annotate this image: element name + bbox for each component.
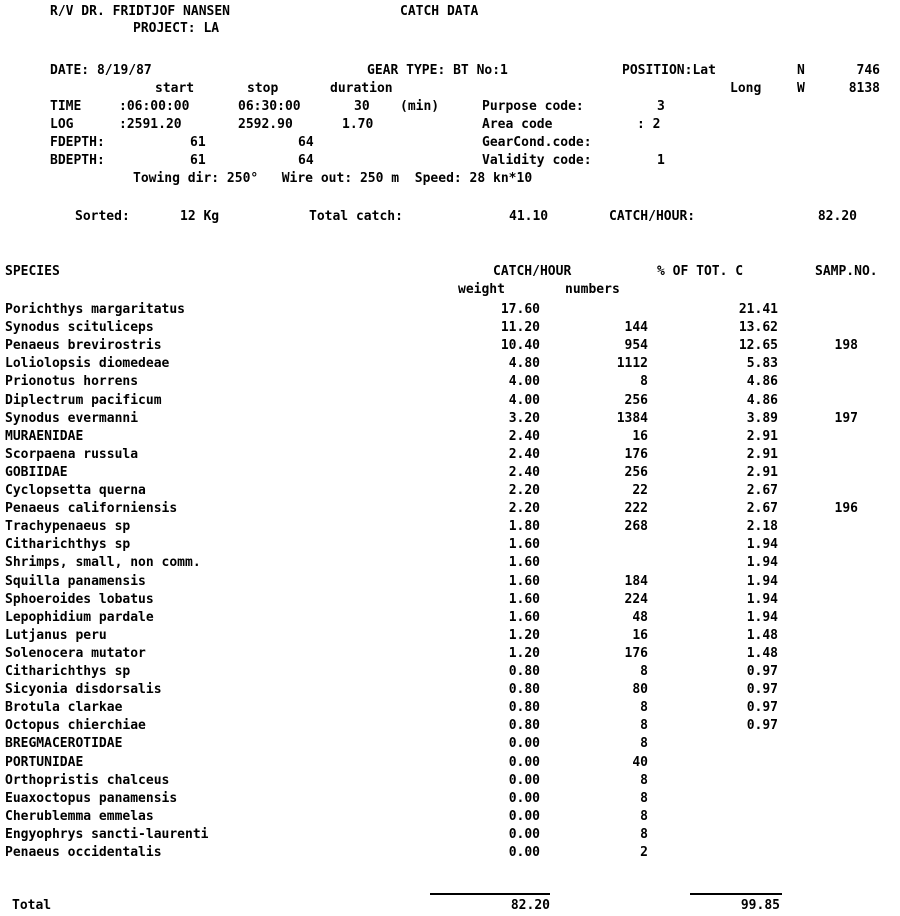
long-label: Long xyxy=(730,81,762,96)
area-code-label: Area code xyxy=(482,117,553,132)
species-name: BREGMACEROTIDAE xyxy=(5,736,123,751)
numbers-cell: 80 xyxy=(632,682,648,697)
weight-cell: 0.80 xyxy=(508,700,540,715)
weight-cell: 1.80 xyxy=(508,519,540,534)
numbers-cell: 8 xyxy=(640,700,648,715)
weight-cell: 0.00 xyxy=(508,736,540,751)
weight-cell: 0.00 xyxy=(508,755,540,770)
weight-cell: 2.20 xyxy=(508,483,540,498)
species-name: Citharichthys sp xyxy=(5,664,131,679)
percent-cell: 1.94 xyxy=(746,555,778,570)
sample-number-cell: 198 xyxy=(834,338,858,353)
date-field: DATE: 8/19/87 xyxy=(50,63,152,78)
species-name: Orthopristis chalceus xyxy=(5,773,170,788)
species-name: Prionotus horrens xyxy=(5,374,139,389)
percent-cell: 2.91 xyxy=(746,465,778,480)
species-name: PORTUNIDAE xyxy=(5,755,84,770)
percent-cell: 12.65 xyxy=(738,338,778,353)
numbers-cell: 8 xyxy=(640,791,648,806)
bdepth-start: 61 xyxy=(190,153,206,168)
percent-cell: 1.94 xyxy=(746,537,778,552)
species-name: Penaeus occidentalis xyxy=(5,845,162,860)
total-catch-value: 41.10 xyxy=(509,209,549,224)
fdepth-stop: 64 xyxy=(298,135,314,150)
numbers-cell: 1384 xyxy=(616,411,648,426)
log-stop: 2592.90 xyxy=(238,117,293,132)
time-label: TIME xyxy=(50,99,82,114)
position-label: POSITION:Lat xyxy=(622,63,716,78)
weight-cell: 1.60 xyxy=(508,592,540,607)
area-code-value: : 2 xyxy=(637,117,661,132)
species-name: Synodus scituliceps xyxy=(5,320,154,335)
numbers-cell: 2 xyxy=(640,845,648,860)
gearcond-code-label: GearCond.code: xyxy=(482,135,592,150)
percent-cell: 2.91 xyxy=(746,429,778,444)
numbers-cell: 144 xyxy=(624,320,648,335)
percent-cell: 0.97 xyxy=(746,718,778,733)
percent-cell: 13.62 xyxy=(738,320,778,335)
purpose-code-label: Purpose code: xyxy=(482,99,584,114)
weight-cell: 11.20 xyxy=(500,320,540,335)
weight-cell: 0.00 xyxy=(508,827,540,842)
species-name: Synodus evermanni xyxy=(5,411,139,426)
weight-cell: 0.80 xyxy=(508,718,540,733)
weight-cell: 0.80 xyxy=(508,664,540,679)
numbers-cell: 48 xyxy=(632,610,648,625)
species-name: Cyclopsetta querna xyxy=(5,483,146,498)
weight-subheader: weight xyxy=(458,282,505,297)
catch-per-hour-label: CATCH/HOUR: xyxy=(609,209,696,224)
numbers-cell: 8 xyxy=(640,809,648,824)
species-name: Loliolopsis diomedeae xyxy=(5,356,170,371)
numbers-subheader: numbers xyxy=(565,282,620,297)
numbers-cell: 268 xyxy=(624,519,648,534)
species-name: Trachypenaeus sp xyxy=(5,519,131,534)
weight-cell: 0.00 xyxy=(508,791,540,806)
weight-cell: 1.60 xyxy=(508,537,540,552)
long-direction: W xyxy=(797,81,805,96)
species-name: Solenocera mutator xyxy=(5,646,146,661)
percent-cell: 1.48 xyxy=(746,628,778,643)
percent-cell: 1.48 xyxy=(746,646,778,661)
numbers-cell: 256 xyxy=(624,465,648,480)
numbers-cell: 16 xyxy=(632,429,648,444)
species-name: Citharichthys sp xyxy=(5,537,131,552)
lat-value: 746 xyxy=(856,63,880,78)
percent-cell: 1.94 xyxy=(746,592,778,607)
numbers-cell: 8 xyxy=(640,773,648,788)
weight-cell: 0.00 xyxy=(508,773,540,788)
weight-cell: 10.40 xyxy=(500,338,540,353)
numbers-cell: 8 xyxy=(640,664,648,679)
percent-cell: 4.86 xyxy=(746,374,778,389)
weight-cell: 0.00 xyxy=(508,809,540,824)
purpose-code-value: 3 xyxy=(657,99,665,114)
col-start-header: start xyxy=(155,81,195,96)
species-name: Sicyonia disdorsalis xyxy=(5,682,162,697)
species-name: Lutjanus peru xyxy=(5,628,107,643)
percent-cell: 4.86 xyxy=(746,393,778,408)
numbers-cell: 224 xyxy=(624,592,648,607)
numbers-cell: 184 xyxy=(624,574,648,589)
percent-cell: 2.18 xyxy=(746,519,778,534)
numbers-cell: 222 xyxy=(624,501,648,516)
percent-cell: 2.67 xyxy=(746,501,778,516)
weight-cell: 4.00 xyxy=(508,374,540,389)
species-name: Sphoeroides lobatus xyxy=(5,592,154,607)
weight-cell: 17.60 xyxy=(500,302,540,317)
species-name: Diplectrum pacificum xyxy=(5,393,162,408)
weight-cell: 1.60 xyxy=(508,610,540,625)
col-stop-header: stop xyxy=(247,81,279,96)
weight-cell: 3.20 xyxy=(508,411,540,426)
species-name: Octopus chierchiae xyxy=(5,718,146,733)
bdepth-stop: 64 xyxy=(298,153,314,168)
species-name: Scorpaena russula xyxy=(5,447,139,462)
species-name: Lepophidium pardale xyxy=(5,610,154,625)
sample-number-header: SAMP.NO. xyxy=(815,264,878,279)
species-name: Squilla panamensis xyxy=(5,574,146,589)
project-label: PROJECT: LA xyxy=(133,21,220,36)
catch-per-hour-header: CATCH/HOUR xyxy=(493,264,572,279)
species-column-header: SPECIES xyxy=(5,264,60,279)
long-value: 8138 xyxy=(848,81,880,96)
catch-per-hour-value: 82.20 xyxy=(817,209,857,224)
numbers-cell: 8 xyxy=(640,736,648,751)
fdepth-label: FDEPTH: xyxy=(50,135,105,150)
document-title: CATCH DATA xyxy=(400,4,479,19)
time-duration: 30 xyxy=(354,99,370,114)
total-catch-label: Total catch: xyxy=(309,209,403,224)
numbers-cell: 8 xyxy=(640,827,648,842)
sample-number-cell: 196 xyxy=(834,501,858,516)
bdepth-label: BDEPTH: xyxy=(50,153,105,168)
weight-cell: 4.80 xyxy=(508,356,540,371)
numbers-cell: 1112 xyxy=(616,356,648,371)
log-label: LOG xyxy=(50,117,74,132)
weight-cell: 1.60 xyxy=(508,574,540,589)
percent-total-rule xyxy=(690,893,782,895)
vessel-name: R/V DR. FRIDTJOF NANSEN xyxy=(50,4,231,19)
numbers-cell: 8 xyxy=(640,718,648,733)
col-duration-header: duration xyxy=(330,81,393,96)
validity-code-label: Validity code: xyxy=(482,153,592,168)
weight-cell: 0.00 xyxy=(508,845,540,860)
numbers-cell: 256 xyxy=(624,393,648,408)
weight-cell: 2.20 xyxy=(508,501,540,516)
lat-direction: N xyxy=(797,63,805,78)
percent-cell: 0.97 xyxy=(746,682,778,697)
log-start: :2591.20 xyxy=(119,117,182,132)
total-weight: 82.20 xyxy=(510,898,550,913)
time-start: :06:00:00 xyxy=(119,99,190,114)
gear-type: GEAR TYPE: BT No:1 xyxy=(367,63,508,78)
numbers-cell: 176 xyxy=(624,447,648,462)
species-name: MURAENIDAE xyxy=(5,429,84,444)
validity-code-value: 1 xyxy=(657,153,665,168)
species-name: Penaeus californiensis xyxy=(5,501,178,516)
species-name: Cherublemma emmelas xyxy=(5,809,154,824)
species-name: Brotula clarkae xyxy=(5,700,123,715)
weight-cell: 1.20 xyxy=(508,646,540,661)
species-name: Engyophrys sancti-laurenti xyxy=(5,827,209,842)
time-unit: (min) xyxy=(400,99,440,114)
fdepth-start: 61 xyxy=(190,135,206,150)
species-name: Penaeus brevirostris xyxy=(5,338,162,353)
species-name: Porichthys margaritatus xyxy=(5,302,186,317)
total-label: Total xyxy=(12,898,52,913)
numbers-cell: 22 xyxy=(632,483,648,498)
weight-cell: 2.40 xyxy=(508,447,540,462)
towing-info-line: Towing dir: 250° Wire out: 250 m Speed: 28 kn*10 xyxy=(133,171,533,186)
numbers-cell: 176 xyxy=(624,646,648,661)
total-percent: 99.85 xyxy=(740,898,780,913)
weight-cell: 2.40 xyxy=(508,465,540,480)
percent-cell: 3.89 xyxy=(746,411,778,426)
percent-cell: 2.91 xyxy=(746,447,778,462)
numbers-cell: 40 xyxy=(632,755,648,770)
numbers-cell: 16 xyxy=(632,628,648,643)
species-name: Shrimps, small, non comm. xyxy=(5,555,201,570)
percent-cell: 5.83 xyxy=(746,356,778,371)
percent-total-header: % OF TOT. C xyxy=(657,264,744,279)
percent-cell: 0.97 xyxy=(746,700,778,715)
log-duration: 1.70 xyxy=(342,117,374,132)
weight-cell: 4.00 xyxy=(508,393,540,408)
weight-cell: 1.20 xyxy=(508,628,540,643)
numbers-cell: 8 xyxy=(640,374,648,389)
species-name: Euaxoctopus panamensis xyxy=(5,791,178,806)
percent-cell: 1.94 xyxy=(746,610,778,625)
percent-cell: 21.41 xyxy=(738,302,778,317)
percent-cell: 1.94 xyxy=(746,574,778,589)
sorted-value: 12 Kg xyxy=(180,209,220,224)
time-stop: 06:30:00 xyxy=(238,99,301,114)
weight-total-rule xyxy=(430,893,550,895)
numbers-cell: 954 xyxy=(624,338,648,353)
species-name: GOBIIDAE xyxy=(5,465,68,480)
sorted-label: Sorted: xyxy=(75,209,130,224)
percent-cell: 0.97 xyxy=(746,664,778,679)
weight-cell: 0.80 xyxy=(508,682,540,697)
percent-cell: 2.67 xyxy=(746,483,778,498)
sample-number-cell: 197 xyxy=(834,411,858,426)
weight-cell: 1.60 xyxy=(508,555,540,570)
weight-cell: 2.40 xyxy=(508,429,540,444)
